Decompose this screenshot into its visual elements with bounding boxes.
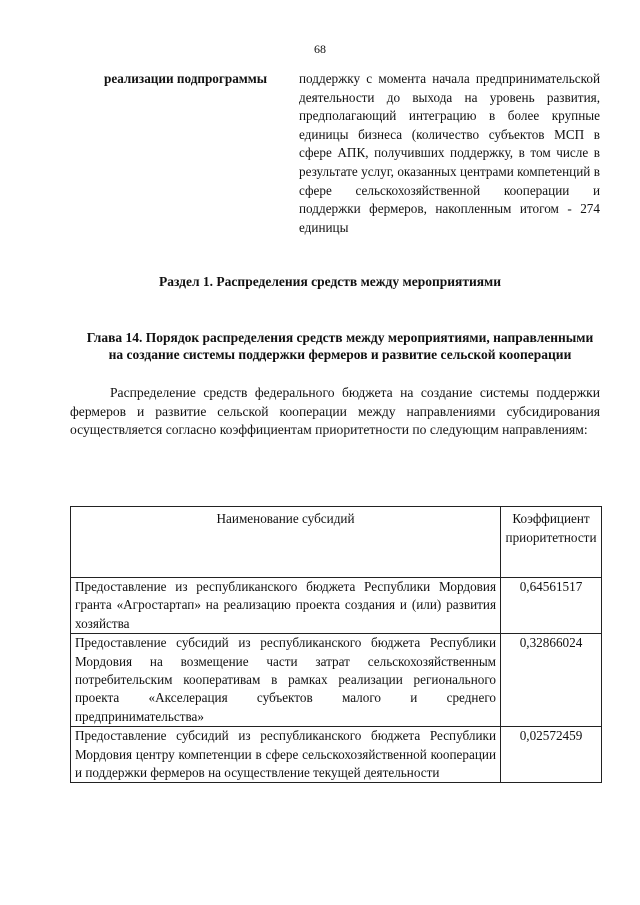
coefficient-cell: 0,64561517 <box>501 578 602 634</box>
coefficient-cell: 0,32866024 <box>501 634 602 727</box>
table-row <box>71 634 602 727</box>
header-priority-coefficient: Коэффициент приоритетности <box>501 507 602 578</box>
table-header-row <box>71 507 602 578</box>
subsidy-coefficients-table <box>70 506 602 783</box>
passport-row-label: реализации подпрограммы <box>104 71 268 86</box>
subsidy-name-cell: Предоставление субсидий из республиканского бюджета Республики Мордовия на возмещение части затрат сельскохозяйственным потребительским кооперативам в рамках реализации регионального проекта «Акселерация субъектов малого и среднего предпринимательства» <box>71 634 501 727</box>
section-heading: Раздел 1. Распределения средств между мероприятиями <box>158 274 502 289</box>
chapter-heading: Глава 14. Порядок распределения средств между мероприятиями, направленными на создание системы поддержки фермеров и развитие сельской кооперации <box>86 330 594 362</box>
subsidy-name-cell: Предоставление субсидий из республиканского бюджета Республики Мордовия центру компетенции в сфере сельскохозяйственной кооперации и поддержки фермеров на осуществление текущей деятельности <box>71 727 501 783</box>
coefficient-cell: 0,02572459 <box>501 727 602 783</box>
page-number: 68 <box>314 42 326 56</box>
intro-paragraph: Распределение средств федерального бюджета на создание системы поддержки фермеров и развитие сельской кооперации между направлениями субсидирования осуществляется согласно коэффициентам приоритетности по следующим направлениям: <box>70 385 600 438</box>
subsidy-name-cell: Предоставление из республиканского бюджета Республики Мордовия гранта «Агростартап» на реализацию проекта создания и (или) развития хозяйства <box>71 578 501 634</box>
passport-row-value: поддержку с момента начала предпринимательской деятельности до выхода на уровень развития, предполагающий интеграцию в более крупные единицы бизнеса (количество субъектов МСП в сфере АПК, получивших поддержку, в том числе в результате услуг, оказанных центрами компетенций в сфере сельскохозяйственной кооперации и поддержки фермеров, накопленным итогом - 274 единицы <box>299 71 600 235</box>
header-subsidy-name: Наименование субсидий <box>71 507 501 578</box>
table-row <box>71 578 602 634</box>
table-row <box>71 727 602 783</box>
